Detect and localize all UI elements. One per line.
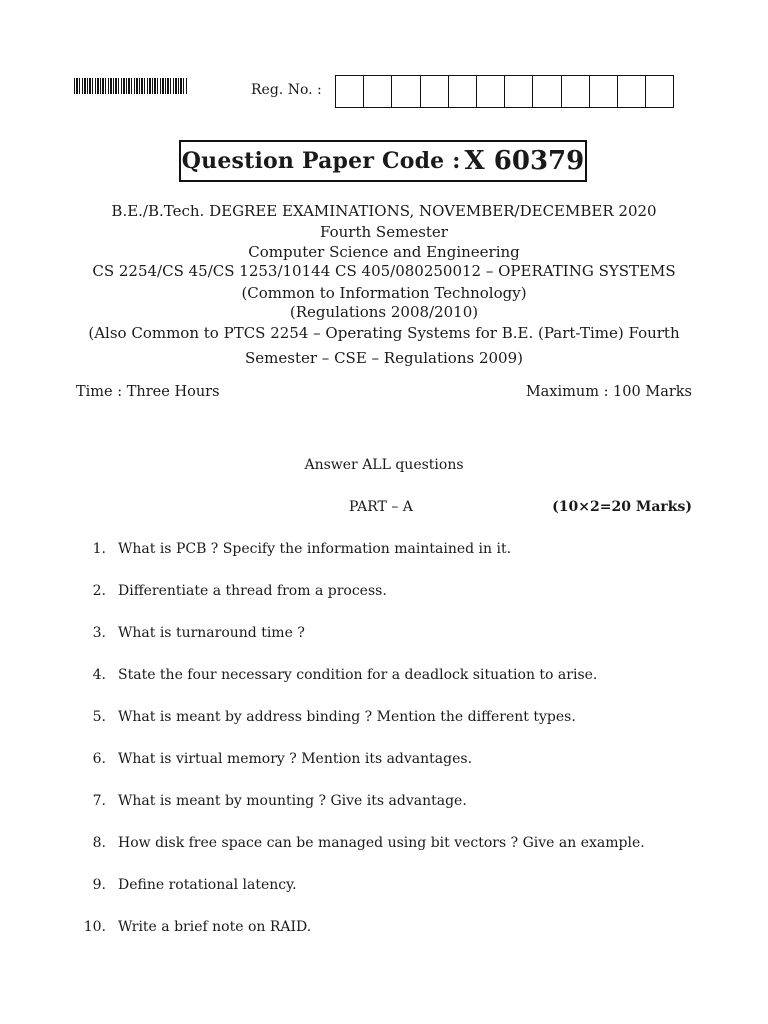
question-text: Write a brief note on RAID.	[118, 919, 312, 935]
reg-no-box[interactable]	[336, 76, 364, 107]
maximum-marks: Maximum : 100 Marks	[525, 384, 692, 400]
question-number: 3.	[92, 625, 106, 641]
question-text: State the four necessary condition for a deadlock situation to arise.	[118, 667, 598, 683]
reg-no-label: Reg. No. :	[251, 82, 322, 98]
reg-no-box[interactable]	[646, 76, 674, 107]
subject-codes: CS 2254/CS 45/CS 1253/10144 CS 405/080250012 – OPERATING SYSTEMS	[92, 262, 676, 280]
exam-title: B.E./B.Tech. DEGREE EXAMINATIONS, NOVEMBER/DECEMBER 2020	[111, 202, 657, 220]
regulations: (Regulations 2008/2010)	[289, 303, 479, 321]
instructions: Answer ALL questions	[304, 457, 464, 473]
also-common-to-line1: (Also Common to PTCS 2254 – Operating Systems for B.E. (Part-Time) Fourth	[88, 324, 680, 342]
question-text: Differentiate a thread from a process.	[118, 583, 387, 599]
department: Computer Science and Engineering	[248, 243, 520, 261]
question-text: Define rotational latency.	[118, 877, 297, 893]
reg-no-boxes[interactable]	[335, 75, 674, 108]
question-number: 2.	[92, 583, 106, 599]
reg-no-box[interactable]	[618, 76, 646, 107]
question-number: 10.	[83, 919, 106, 935]
reg-no-box[interactable]	[505, 76, 533, 107]
reg-no-box[interactable]	[449, 76, 477, 107]
question-number: 9.	[92, 877, 106, 893]
reg-no-box[interactable]	[590, 76, 618, 107]
reg-no-box[interactable]	[477, 76, 505, 107]
part-a-title: PART – A	[349, 499, 413, 515]
question-text: What is PCB ? Specify the information maintained in it.	[118, 541, 512, 557]
question-paper-code-label: Question Paper Code :	[181, 148, 461, 174]
question-text: How disk free space can be managed using bit vectors ? Give an example.	[118, 835, 645, 851]
part-a-marks: (10×2=20 Marks)	[552, 499, 692, 515]
question-text: What is meant by address binding ? Mention the different types.	[118, 709, 576, 725]
question-text: What is turnaround time ?	[118, 625, 305, 641]
question-number: 7.	[92, 793, 106, 809]
semester: Fourth Semester	[320, 223, 448, 241]
question-number: 8.	[92, 835, 106, 851]
question-number: 5.	[92, 709, 106, 725]
question-text: What is meant by mounting ? Give its advantage.	[118, 793, 467, 809]
question-number: 6.	[92, 751, 106, 767]
question-number: 4.	[92, 667, 106, 683]
also-common-to-line2: Semester – CSE – Regulations 2009)	[245, 349, 523, 367]
reg-no-box[interactable]	[562, 76, 590, 107]
reg-no-box[interactable]	[421, 76, 449, 107]
reg-no-box[interactable]	[392, 76, 420, 107]
reg-no-box[interactable]	[364, 76, 392, 107]
question-paper-code-box	[179, 140, 587, 182]
question-paper-code: X 60379	[464, 146, 585, 176]
question-number: 1.	[92, 541, 106, 557]
question-text: What is virtual memory ? Mention its advantages.	[118, 751, 473, 767]
common-to: (Common to Information Technology)	[241, 284, 527, 302]
reg-no-box[interactable]	[533, 76, 561, 107]
time-allowed: Time : Three Hours	[76, 384, 220, 400]
barcode	[74, 78, 188, 94]
